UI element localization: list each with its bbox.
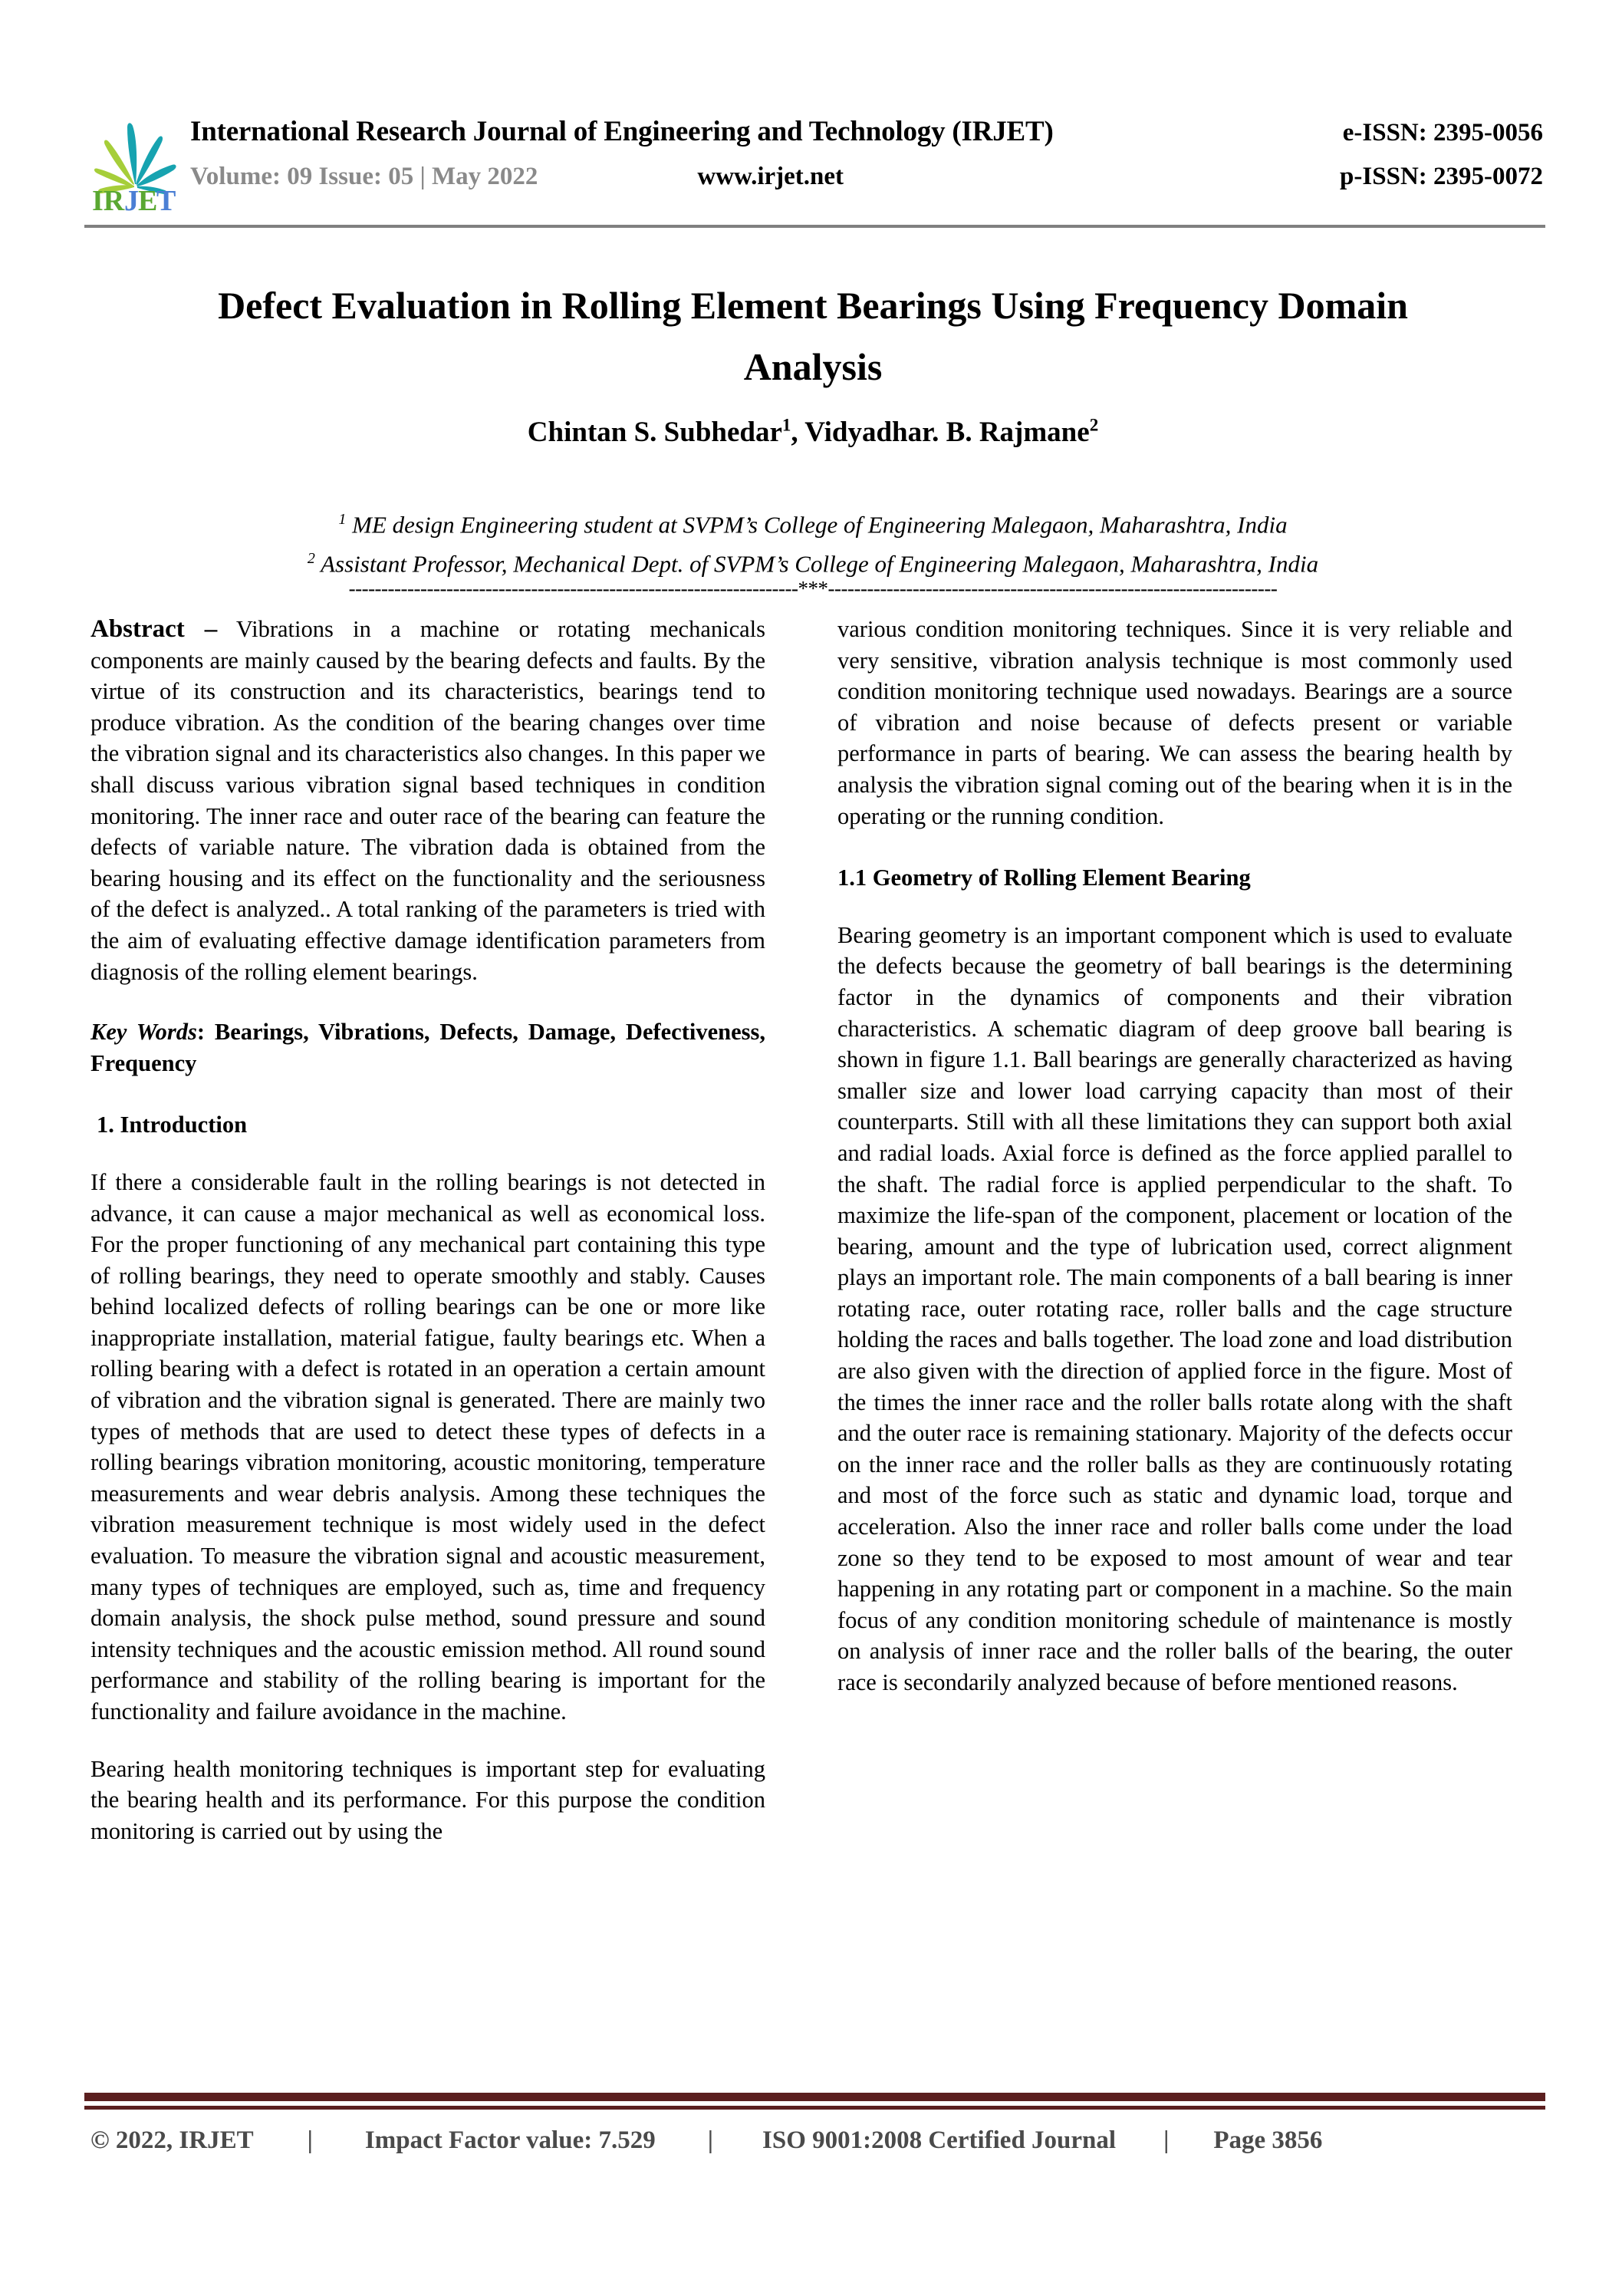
footer-separator-2: | [707, 2126, 713, 2154]
section-separator: ---------------------------------------------------------------------***--------------------------------------------------------------------- [348, 577, 1278, 600]
abstract-paragraph [90, 614, 765, 987]
masthead-text [190, 115, 1548, 207]
p-issn: p-ISSN: 2395-0072 [1340, 163, 1543, 190]
heading-introduction: 1. Introduction [97, 1112, 248, 1138]
footer-copyright: © 2022, IRJET [90, 2126, 254, 2154]
author-list [165, 416, 1461, 449]
keywords-paragraph [90, 1016, 765, 1079]
svg-text:J: J [124, 185, 139, 215]
irjet-logo-icon [90, 117, 181, 215]
author-names: Chintan S. Subhedar$^1$, Vidyadhar. B. Rajmane$^2$ [527, 416, 1099, 449]
continued-paragraph: various condition monitoring techniques. Since it is very reliable and very sensitive, vibration analysis technique is most commonly used condition monitoring technique used nowadays. Bearings are a source of vibration and noise because of defects present or variable performance in parts of bearing. We can assess the bearing health by analysis the vibration signal coming out of the bearing when it is in the operating or the running condition. [837, 616, 1512, 829]
footer-impact-factor: Impact Factor value: 7.529 [364, 2126, 656, 2154]
abstract-text: Vibrations in a machine or rotating mechanicals components are mainly caused by the bearing defects and faults. By the virtue of its construction and its characteristics, bearings tend to produce vibration. As the condition of the bearing changes over time the vibration signal and its characteristics also changes. In this paper we shall discuss various vibration signal based techniques in condition monitoring. The inner race and outer race of the bearing can feature the defects of variable nature. The vibration dada is obtained from the bearing housing and its effect on the functionality and the seriousness of the defect is analyzed.. A total ranking of the parameters is tried with the aim of evaluating effective damage identification parameters from diagnosis of the rolling element bearings. [90, 616, 765, 985]
affiliations [107, 502, 1518, 581]
volume-issue-date: Volume: 09 Issue: 05 | May 2022 [190, 163, 538, 190]
keywords-text: : Bearings, Vibrations, Defects, Damage, Defectiveness, Frequency [90, 1019, 765, 1076]
footer-divider-bottom [84, 2106, 1545, 2110]
left-column [90, 614, 765, 1846]
page-footer [90, 2126, 1548, 2155]
abstract-label: Abstract [90, 615, 185, 643]
keywords-label: Key Words [90, 1019, 197, 1046]
intro-paragraph-1: If there a considerable fault in the rolling bearings is not detected in advance, it can cause a major mechanical as well as economical loss. For the proper functioning of any mechanical part containing this type of rolling bearings, they need to operate smoothly and stably. Causes behind localized defects of rolling bearings can be one or more like inappropriate installation, material fatigue, faulty bearings etc. When a rolling bearing with a defect is rotated in an operation a certain amount of vibration and the vibration signal is generated. There are mainly two types of methods that are used to detect these types of defects in a rolling bearings vibration monitoring, acoustic monitoring, temperature measurements and wear debris analysis. Among these techniques the vibration measurement technique is most widely used in the defect evaluation. To measure the vibration signal and acoustic measurement, many types of techniques are employed, such as, time and frequency domain analysis, the shock pulse method, sound pressure and sound intensity techniques and the acoustic emission method. All round sound performance and stability of the rolling bearing is important for the functionality and failure avoidance in the machine. [90, 1168, 765, 1724]
e-issn: e-ISSN: 2395-0056 [1342, 119, 1543, 147]
geometry-paragraph: Bearing geometry is an important component which is used to evaluate the defects because the geometry of ball bearings is the determining factor in the dynamics of components and their vibration characteristics. A schematic diagram of deep groove ball bearing is shown in figure 1.1. Ball bearings are generally characterized as having smaller size and lower load carrying capacity than most of their counterparts. Still with all these limitations they can support both axial and radial loads. Axial force is defined as the force applied parallel to the shaft. The radial force is applied perpendicular to the shaft. To maximize the life-span of the component, placement or location of the bearing, amount and the type of lubrication used, correct alignment plays an important role. The main components of a ball bearing is inner rotating race, outer rotating race, roller balls and the cage structure holding the races and balls together. The load zone and load distribution are also given with the direction of applied force in the figure. Most of the times the inner race and the roller balls rotate along with the shaft and the outer race is remaining stationary. Majority of the defects occur on the inner race and the roller balls as they are continuously rotating and most of the force such as static and dynamic load, torque and acceleration. Also the inner race and roller balls come under the load zone so they tend to be exposed to most amount of wear and tear happening in any rotating part or component in a machine. So the main focus of any condition monitoring schedule of maintenance is mostly on analysis of inner race and the roller balls of the bearing, the outer race is secondarily analyzed because of before mentioned reasons. [837, 921, 1512, 1695]
abstract-dash: – [204, 615, 218, 643]
affiliation-2: $^2$ Assistant Professor, Mechanical Dept. of SVPM’s College of Engineering Malegaon, Maharashtra, India [307, 550, 1319, 578]
footer-page-number: Page 3856 [1213, 2126, 1323, 2154]
svg-text:IR: IR [92, 185, 125, 215]
right-column [837, 614, 1512, 1698]
footer-separator-1: | [307, 2126, 313, 2154]
footer-divider-top [84, 2093, 1545, 2101]
masthead-row-1 [190, 115, 1548, 163]
heading-geometry: 1.1 Geometry of Rolling Element Bearing [837, 865, 1251, 891]
footer-separator-3: | [1163, 2126, 1170, 2154]
intro-paragraph-2: Bearing health monitoring techniques is important step for evaluating the bearing health and its performance. For this purpose the condition monitoring is carried out by using the [90, 1755, 765, 1844]
affiliation-1: $^1$ ME design Engineering student at SVPM’s College of Engineering Malegaon, Maharashtra, India [338, 511, 1288, 539]
svg-text:T: T [156, 185, 176, 215]
page-title: Defect Evaluation in Rolling Element Bearings Using Frequency Domain Analysis [218, 284, 1408, 388]
masthead-row-2 [190, 163, 1548, 207]
journal-website[interactable]: www.irjet.net [697, 163, 844, 190]
svg-text:E: E [138, 185, 158, 215]
header-divider [84, 225, 1545, 228]
journal-title: International Research Journal of Engineering and Technology (IRJET) [190, 116, 1054, 147]
masthead [90, 115, 1548, 215]
footer-certification: ISO 9001:2008 Certified Journal [762, 2126, 1117, 2154]
